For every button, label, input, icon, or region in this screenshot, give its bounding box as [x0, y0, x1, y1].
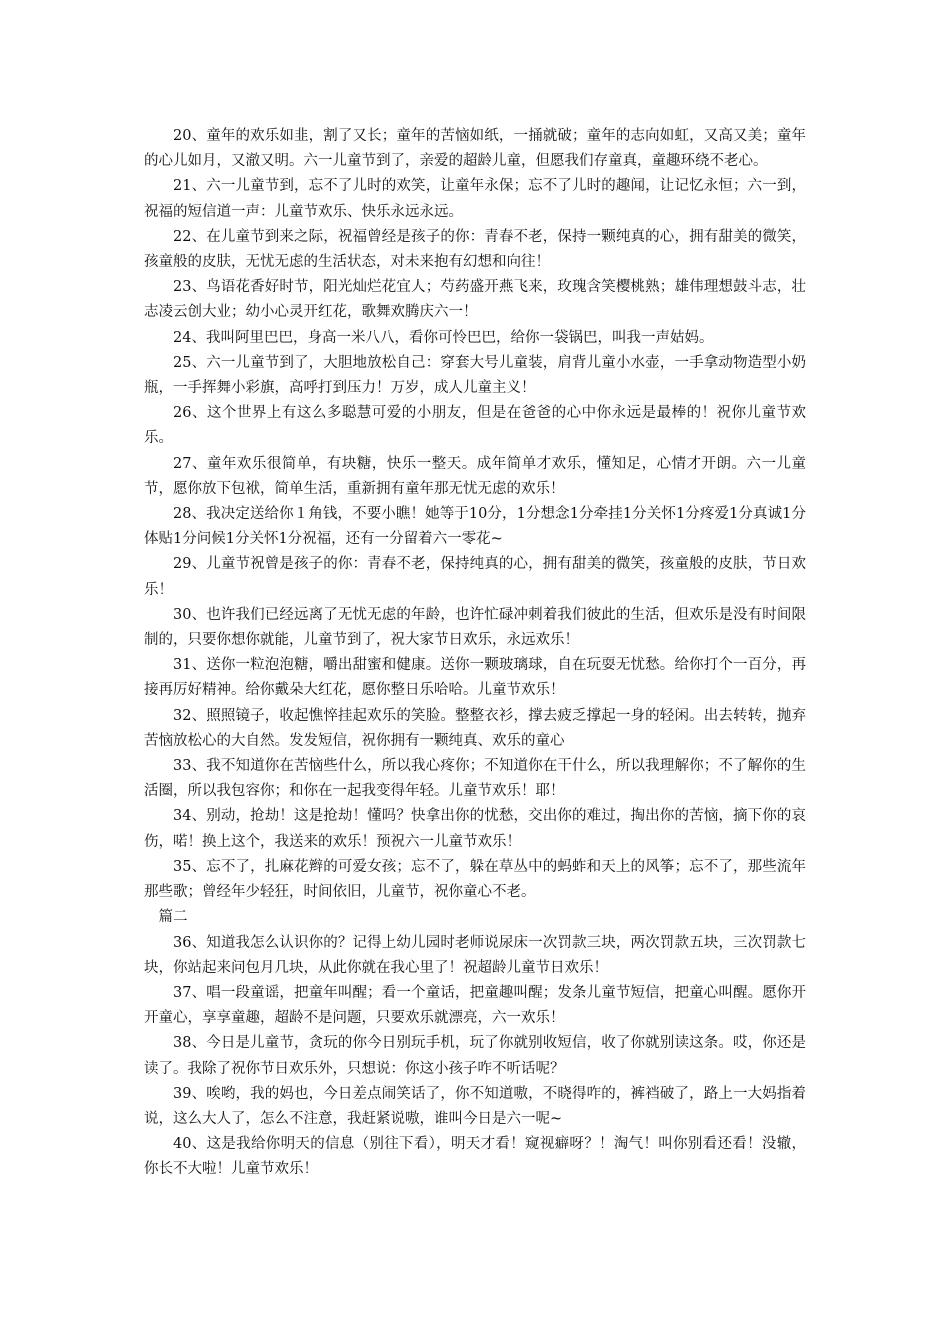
paragraph-39: 39、唉哟，我的妈也，今日差点闹笑话了，你不知道嗷，不晓得咋的，裤裆破了，路上一大妈指着说，这么大人了，怎么不注意，我赶紧说嗷，谁叫今日是六一呢~: [144, 1085, 806, 1127]
paragraph-22: 22、在儿童节到来之际，祝福曾经是孩子的你：青春不老，保持一颗纯真的心，拥有甜美的微笑，孩童般的皮肤，无忧无虑的生活状态，对未来抱有幻想和向往！: [144, 228, 806, 271]
paragraph-40: 40、这是我给你明天的信息（别往下看），明天才看！窥视癖呀？！淘气！叫你别看还看！没辙，你长不大啦！儿童节欢乐！: [144, 1136, 806, 1178]
paragraph-37: 37、唱一段童谣，把童年叫醒；看一个童话，把童趣叫醒；发条儿童节短信，把童心叫醒。愿你开开童心，享享童趣，超龄不是问题，只要欢乐就漂亮，六一欢乐！: [144, 984, 806, 1027]
paragraph-20: 20、童年的欢乐如韭，割了又长；童年的苦恼如纸，一捅就破；童年的志向如虹，又高又美；童年的心儿如月，又澈又明。六一儿童节到了，亲爱的超龄儿童，但愿我们存童真，童趣环绕不老心。: [144, 128, 806, 170]
paragraph-21: 21、六一儿童节到，忘不了儿时的欢笑，让童年永保；忘不了儿时的趣闻，让记忆永恒；六一到，祝福的短信道一声：儿童节欢乐、快乐永远永远。: [144, 178, 806, 220]
paragraph-26: 26、这个世界上有这么多聪慧可爱的小朋友，但是在爸爸的心中你永远是最棒的！祝你儿童节欢乐。: [144, 405, 806, 447]
paragraph-29: 29、儿童节祝曾是孩子的你：青春不老，保持纯真的心，拥有甜美的微笑，孩童般的皮肤，节日欢乐！: [144, 556, 806, 598]
paragraph-34: 34、别动，抢劫！这是抢劫！懂吗？快拿出你的忧愁，交出你的难过，掏出你的苦恼，摘下你的哀伤，喏！换上这个，我送来的欢乐！预祝六一儿童节欢乐！: [144, 808, 806, 850]
paragraph-32: 32、照照镜子，收起憔悴挂起欢乐的笑脸。整整衣衫，撑去疲乏撑起一身的轻闲。出去转转，抛弃苦恼放松心的大自然。发发短信，祝你拥有一颗纯真、欢乐的童心: [144, 707, 806, 749]
document-page: [144, 124, 806, 1183]
paragraph-31: 31、送你一粒泡泡糖，嚼出甜蜜和健康。送你一颗玻璃球，自在玩耍无忧愁。给你打个一百分，再接再厉好精神。给你戴朵大红花，愿你整日乐哈哈。儿童节欢乐！: [144, 657, 806, 699]
paragraph-25: 25、六一儿童节到了，大胆地放松自己：穿套大号儿童装，肩背儿童小水壶，一手拿动物造型小奶瓶，一手挥舞小彩旗，高呼打到压力！万岁，成人儿童主义！: [144, 354, 806, 397]
paragraph-38: 38、今日是儿童节，贪玩的你今日别玩手机，玩了你就别收短信，收了你就别读这条。哎，你还是读了。我除了祝你节日欢乐外，只想说：你这小孩子咋不听话呢？: [144, 1035, 806, 1077]
paragraph-27: 27、童年欢乐很简单，有块糖，快乐一整天。成年简单才欢乐，懂知足，心情才开朗。六一儿童节，愿你放下包袱，简单生活，重新拥有童年那无忧无虑的欢乐！: [144, 455, 806, 497]
paragraph-24: 24、我叫阿里巴巴，身高一米八八，看你可怜巴巴，给你一袋锅巴，叫我一声姑妈。: [173, 329, 714, 346]
paragraph-23: 23、鸟语花香好时节，阳光灿烂花宜人；芍药盛开燕飞来，玫瑰含笑樱桃熟；雄伟理想鼓斗志，壮志凌云创大业；幼小心灵开红花，歌舞欢腾庆六一！: [144, 279, 806, 321]
paragraph-30: 30、也许我们已经远离了无忧无虑的年龄，也许忙碌冲刺着我们彼此的生活，但欢乐是没有时间限制的，只要你想你就能，儿童节到了，祝大家节日欢乐，永远欢乐！: [144, 606, 806, 649]
paragraph-35: 35、忘不了，扎麻花辫的可爱女孩；忘不了，躲在草丛中的蚂蚱和天上的风筝；忘不了，那些流年那些歌；曾经年少轻狂，时间依旧，儿童节，祝你童心不老。: [144, 858, 806, 901]
paragraph-33: 33、我不知道你在苦恼些什么，所以我心疼你；不知道你在干什么，所以我理解你；不了解你的生活圈，所以我包容你；和你在一起我变得年轻。儿童节欢乐！耶！: [144, 758, 806, 800]
paragraph-36: 36、知道我怎么认识你的？记得上幼儿园时老师说尿床一次罚款三块，两次罚款五块，三次罚款七块，你站起来问包月几块，从此你就在我心里了！祝超龄儿童节日欢乐！: [144, 934, 806, 976]
paragraph-28: 28、我决定送给你１角钱，不要小瞧！她等于10分，1分想念1分牵挂1分关怀1分疼爱1分真诚1分体贴1分问候1分关怀1分祝福，还有一分留着六一零花~: [144, 506, 807, 548]
section-heading: 篇二: [158, 909, 188, 926]
